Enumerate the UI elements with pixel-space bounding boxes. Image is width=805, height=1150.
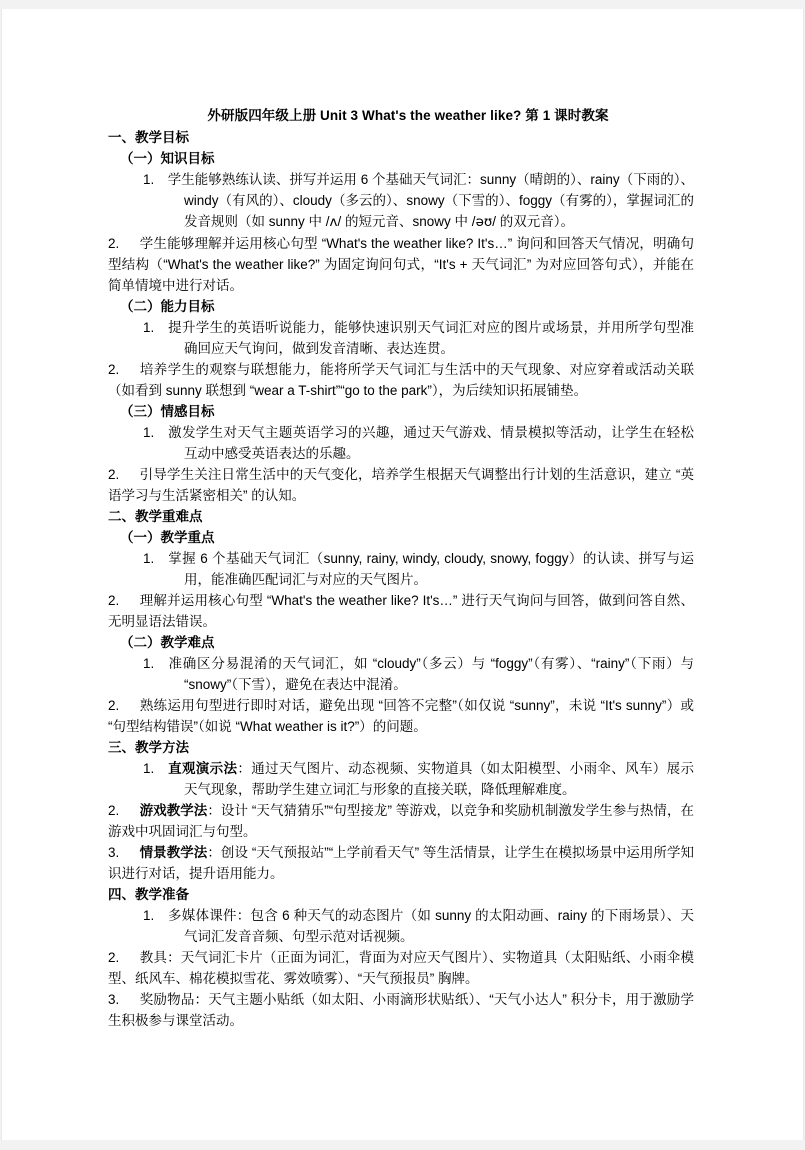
list-item-text: 准确区分易混淆的天气词汇，如 “cloudy”（多云）与 “foggy”（有雾）、“rainy”（下雨）与 “snowy”（下雪），避免在表达中混淆。 (167, 656, 694, 692)
list-item-number: 2. (108, 803, 140, 818)
list-item (108, 800, 694, 842)
list-item-text: 多媒体课件：包含 6 种天气的动态图片（如 sunny 的太阳动画、rainy 的下雨场景）、天气词汇发音音频、句型示范对话视频。 (167, 908, 694, 944)
list-item (108, 169, 694, 233)
section-heading: 四、教学准备 (108, 887, 189, 902)
list-item-text: 激发学生对天气主题英语学习的兴趣，通过天气游戏、情景模拟等活动，让学生在轻松互动中感受英语表达的乐趣。 (167, 425, 694, 461)
list-item-number: 2. (108, 236, 140, 251)
list-item-lead: 情景教学法 (139, 845, 208, 860)
list-item-text: 奖励物品：天气主题小贴纸（如太阳、小雨滴形状贴纸）、“天气小达人” 积分卡，用于激励学生积极参与课堂活动。 (108, 992, 694, 1028)
subsection-heading: （三）情感目标 (120, 404, 215, 419)
list-item-text: 培养学生的观察与联想能力，能将所学天气词汇与生活中的天气现象、对应穿着或活动关联（如看到 sunny 联想到 “wear a T-shirt”“go to the park”），为后续知识拓展铺垫。 (108, 362, 694, 398)
list-item (108, 695, 694, 737)
phonetic-symbol: əʊ (475, 214, 493, 230)
subsection-heading: （一）知识目标 (120, 151, 215, 166)
list-item (108, 653, 694, 695)
list-item-text: ：通过天气图片、动态视频、实物道具（如太阳模型、小雨伞、风车）展示天气现象，帮助学生建立词汇与形象的直接关联，降低理解难度。 (184, 761, 695, 797)
list-item-number: 1. (143, 320, 168, 335)
list-item-number: 2. (108, 593, 140, 608)
list-item (108, 359, 694, 401)
list-item (108, 989, 694, 1031)
page-content (108, 105, 694, 1031)
list-item (108, 422, 694, 464)
subsection-heading: （一）教学重点 (120, 530, 215, 545)
list-item-number: 1. (143, 761, 168, 776)
subsection-heading: （二）能力目标 (120, 299, 215, 314)
list-item-text: 学生能够理解并运用核心句型 “What's the weather like? It's…” 询问和回答天气情况，明确句型结构（“What's the weather like?” 为固定询问句式，“It's + 天气词汇” 为对应回答句式），并能在简单情境中进行对话。 (108, 236, 694, 293)
list-item-text: 引导学生关注日常生活中的天气变化，培养学生根据天气调整出行计划的生活意识，建立 “英语学习与生活紧密相关” 的认知。 (108, 467, 694, 503)
list-item-text: ：设计 “天气猜猜乐”“句型接龙” 等游戏，以竞争和奖励机制激发学生参与热情，在游戏中巩固词汇与句型。 (108, 803, 695, 839)
section-heading: 三、教学方法 (108, 740, 189, 755)
list-item-text: 熟练运用句型进行即时对话，避免出现 “回答不完整”（如仅说 “sunny”，未说 “It's sunny”）或 “句型结构错误”（如说 “What weather is it?”）的问题。 (108, 698, 694, 734)
list-item-lead: 游戏教学法 (139, 803, 208, 818)
subsection-heading: （二）教学难点 (120, 635, 215, 650)
list-item (108, 758, 694, 800)
phonetic-symbol: ʌ (329, 214, 338, 230)
list-item-lead: 直观演示法 (167, 761, 238, 776)
list-item (108, 947, 694, 989)
list-item-number: 3. (108, 992, 140, 1007)
list-item-text: 教具：天气词汇卡片（正面为词汇，背面为对应天气图片）、实物道具（太阳贴纸、小雨伞模型、纸风车、棉花模拟雪花、雾效喷雾）、“天气预报员” 胸牌。 (108, 950, 694, 986)
list-item-number: 1. (143, 172, 168, 187)
list-item (108, 548, 694, 590)
list-item-text: 学生能够熟练认读、拼写并运用 6 个基础天气词汇：sunny（晴朗的）、rainy（下雨的）、windy（有风的）、cloudy（多云的）、snowy（下雪的）、foggy（有雾的），掌握词汇的发音规则（如 sunny 中 /ʌ/ 的短元音、snowy 中 /əʊ/ 的双元音）。 (167, 172, 694, 230)
document-body (108, 127, 694, 1031)
list-item-text: 提升学生的英语听说能力，能够快速识别天气词汇对应的图片或场景，并用所学句型准确回应天气询问，做到发音清晰、表达连贯。 (167, 320, 694, 356)
list-item-text: 理解并运用核心句型 “What's the weather like? It's…” 进行天气询问与回答，做到问答自然、无明显语法错误。 (108, 593, 694, 629)
list-item-number: 1. (143, 908, 168, 923)
list-item-text: 掌握 6 个基础天气词汇（sunny, rainy, windy, cloudy, snowy, foggy）的认读、拼写与运用，能准确匹配词汇与对应的天气图片。 (167, 551, 694, 587)
list-item-text: ：创设 “天气预报站”“上学前看天气” 等生活情景，让学生在模拟场景中运用所学知识进行对话，提升语用能力。 (108, 845, 695, 881)
list-item (108, 905, 694, 947)
document-title: 外研版四年级上册 Unit 3 What's the weather like? 第 1 课时教案 (207, 108, 609, 123)
list-item (108, 233, 694, 296)
list-item-number: 1. (143, 425, 168, 440)
list-item-number: 1. (143, 551, 168, 566)
list-item-number: 2. (108, 467, 140, 482)
list-item-number: 2. (108, 950, 140, 965)
list-item (108, 842, 694, 884)
document-page (1, 9, 804, 1140)
list-item-number: 1. (143, 656, 168, 671)
list-item-number: 2. (108, 698, 140, 713)
list-item-number: 3. (108, 845, 140, 860)
list-item (108, 317, 694, 359)
section-heading: 二、教学重难点 (108, 509, 203, 524)
list-item (108, 464, 694, 506)
section-heading: 一、教学目标 (108, 130, 189, 145)
list-item (108, 590, 694, 632)
list-item-number: 2. (108, 362, 140, 377)
